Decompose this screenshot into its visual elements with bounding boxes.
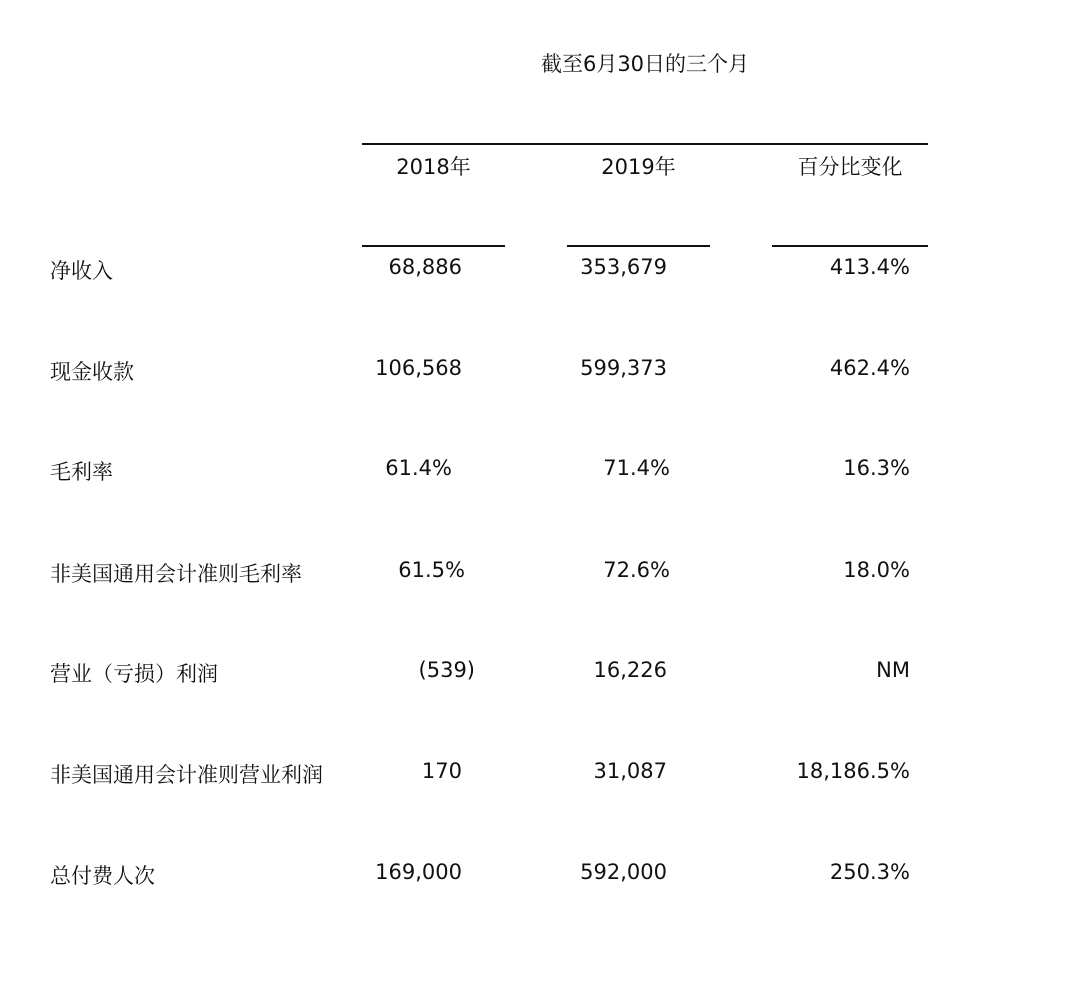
value-2018: 68,886 <box>388 255 462 279</box>
value-change: 18.0% <box>843 558 910 582</box>
value-2019: 72.6% <box>603 558 670 582</box>
value-2019: 16,226 <box>593 658 667 682</box>
value-2019: 599,373 <box>580 356 667 380</box>
value-2018: 61.4% <box>385 456 452 480</box>
header-top-rule <box>362 143 928 145</box>
row-label: 非美国通用会计准则毛利率 <box>50 562 302 586</box>
table-row <box>0 456 1080 486</box>
value-change: 16.3% <box>843 456 910 480</box>
value-2018: 170 <box>421 759 462 783</box>
value-2019: 592,000 <box>580 860 667 884</box>
value-change: 462.4% <box>829 356 910 380</box>
column-header-2018: 2018年 <box>396 155 471 179</box>
row-label: 毛利率 <box>50 460 113 484</box>
value-2019: 31,087 <box>593 759 667 783</box>
row-label: 净收入 <box>50 259 113 283</box>
table-row <box>0 356 1080 386</box>
value-2019: 71.4% <box>603 456 670 480</box>
value-2018: 61.5% <box>398 558 465 582</box>
value-2018: (539) <box>418 658 475 682</box>
value-2018: 106,568 <box>375 356 462 380</box>
table-row <box>0 658 1080 688</box>
column-header-change: 百分比变化 <box>797 155 903 179</box>
column-rule-change <box>772 245 928 247</box>
period-title: 截至6月30日的三个月 <box>540 52 750 76</box>
table-row <box>0 558 1080 588</box>
column-rule-2018 <box>362 245 505 247</box>
value-change: 413.4% <box>829 255 910 279</box>
value-change: 250.3% <box>829 860 910 884</box>
value-change: 18,186.5% <box>796 759 910 783</box>
row-label: 总付费人次 <box>50 864 155 888</box>
column-header-2019: 2019年 <box>601 155 676 179</box>
table-row <box>0 759 1080 789</box>
value-2019: 353,679 <box>580 255 667 279</box>
table-row <box>0 255 1080 285</box>
value-2018: 169,000 <box>375 860 462 884</box>
column-rule-2019 <box>567 245 710 247</box>
value-change: NM <box>876 658 910 682</box>
row-label: 现金收款 <box>50 360 134 384</box>
row-label: 营业（亏损）利润 <box>50 662 218 686</box>
table-row <box>0 860 1080 890</box>
row-label: 非美国通用会计准则营业利润 <box>50 763 323 787</box>
